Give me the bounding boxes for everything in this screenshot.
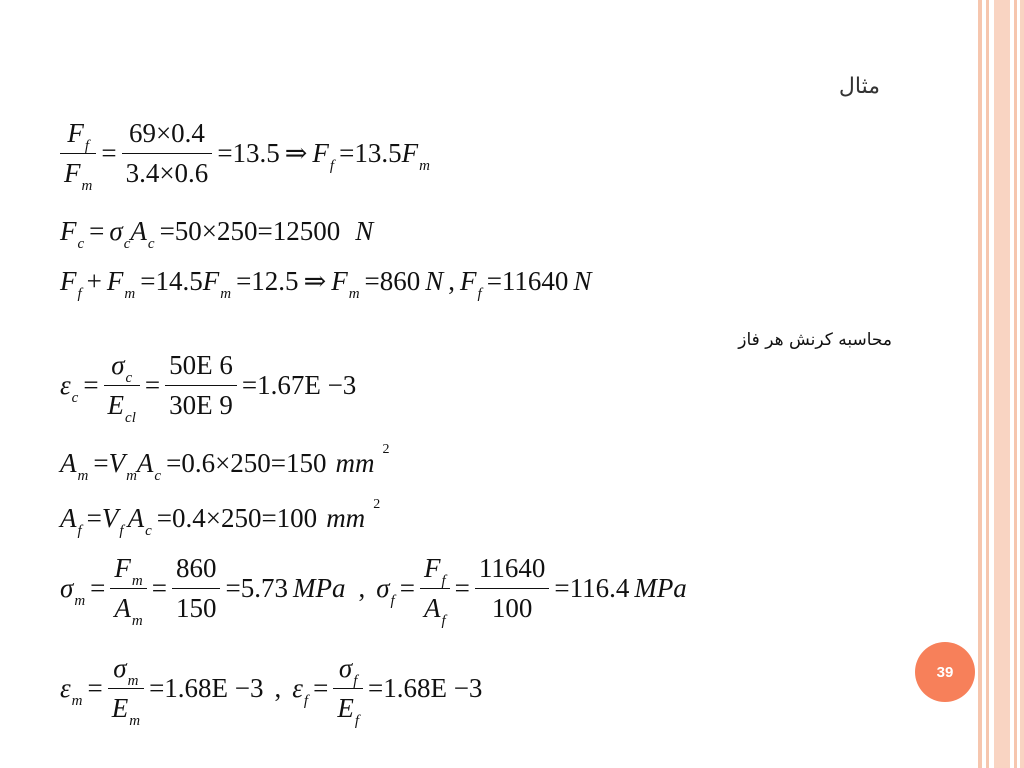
fraction-sigma-f-over-ef: σ f E f [333, 655, 363, 722]
fiber-area-value: =0.4×250=100 [156, 503, 318, 533]
separator-comma: , [448, 266, 456, 296]
ff-coefficient: =13.5 [339, 138, 402, 168]
unit-newton: N [573, 266, 592, 296]
fraction-sigma-over-e: σ c E cl [104, 352, 140, 419]
equation-force-ratio: F f F m = $\frac{69\times 0.4}{3.4\times 0.6}$ =13.5 ⇒ $F_f$ =13.5 $F_m$ [60, 120, 435, 187]
page-number-badge: 39 [915, 642, 975, 702]
fraction-modulus-ratio [165, 352, 237, 419]
border-stripe [978, 0, 982, 768]
unit-mpa: MPa [634, 573, 687, 603]
equals-sign: = [89, 216, 105, 246]
fraction-ff-over-af: F f A f [420, 555, 450, 622]
implies-arrow: ⇒ [284, 138, 308, 168]
fiber-strain-result: =1.68E −3 [367, 673, 483, 703]
fraction-sigma-m-over-em: σ m E m [108, 655, 144, 722]
equation-matrix-area: $A_m$ $=V_mA_c$ =0.6×250=150 mm 2 [60, 441, 390, 484]
unit-newton: N [355, 216, 374, 246]
strain-denominator: 30E 9 [169, 390, 233, 420]
ratio-numerator: 69×0.4 [128, 118, 205, 148]
fiber-area-value: 100 [491, 593, 533, 623]
fraction-matrix-stress [172, 555, 221, 622]
fraction-ff-over-fm: F f F m [60, 120, 96, 187]
separator-comma: , [358, 573, 366, 603]
unit-exponent: 2 [382, 441, 390, 457]
fraction-fm-over-am: F m A m [110, 555, 146, 622]
matrix-stress-result: =5.73 [225, 573, 288, 603]
equation-force-sum: $F_f$ + $F_m$ =14.5 $F_m$ =12.5 ⇒ $F_m$ =860 N , $F_f$ =11640 N [60, 266, 592, 302]
ratio-result: =13.5 [217, 138, 280, 168]
slide-heading: مثال [838, 74, 880, 99]
composite-strain-result: =1.67E −3 [241, 370, 357, 400]
matrix-force-value: 860 [175, 553, 217, 583]
phase-strain-label: محاسبه کرنش هر فاز [738, 330, 892, 350]
unit-exponent: 2 [373, 496, 381, 512]
equation-phase-strains: $\varepsilon_m$ = σ m E m =1.68E −3 , $\varepsilon_f$ = σ f E f =1.68E −3 [60, 653, 483, 729]
fiber-force-value: 11640 [478, 553, 546, 583]
equation-fiber-area: $A_f$ $=V_f$ $A_c$ =0.4×250=100 mm 2 [60, 496, 381, 539]
sum-coefficient: =14.5 [140, 266, 203, 296]
fiber-stress-result: =116.4 [554, 573, 630, 603]
unit-mm: mm [335, 448, 375, 478]
implies-arrow: ⇒ [303, 266, 327, 296]
border-stripe [1020, 0, 1024, 768]
equation-composite-strain: $\varepsilon_c$ = σ c E cl = $\frac{50E 6}{30E 9}$ =1.67E −3 [60, 350, 357, 426]
equation-composite-force: $F_c$ = $\sigma_cA_c$ =50×250=12500 N [60, 216, 374, 252]
composite-force-value: =50×250=12500 [159, 216, 341, 246]
fm-value: =860 [364, 266, 421, 296]
ratio-denominator: 3.4×0.6 [125, 158, 209, 188]
separator-comma: , [274, 673, 282, 703]
border-stripe [986, 0, 989, 768]
sum-value: =12.5 [236, 266, 299, 296]
fraction-numeric-ratio [122, 120, 213, 187]
unit-mm: mm [326, 503, 366, 533]
strain-numerator: 50E 6 [169, 350, 233, 380]
unit-mpa: MPa [292, 573, 346, 603]
border-stripe [994, 0, 1010, 768]
border-stripe [1014, 0, 1017, 768]
matrix-strain-result: =1.68E −3 [149, 673, 264, 703]
fraction-fiber-stress [475, 555, 550, 622]
unit-newton: N [425, 266, 444, 296]
matrix-area-value: =0.6×250=150 [166, 448, 327, 478]
equation-phase-stresses: $\sigma_m$ = F m A m = $\frac{860}{150}$ =5.73 MPa , $\sigma_f$ = F f A f = $\frac{11640}{100}$ =116.4 MPa [60, 553, 687, 629]
ff-value: =11640 [486, 266, 569, 296]
matrix-area-value: 150 [175, 593, 217, 623]
